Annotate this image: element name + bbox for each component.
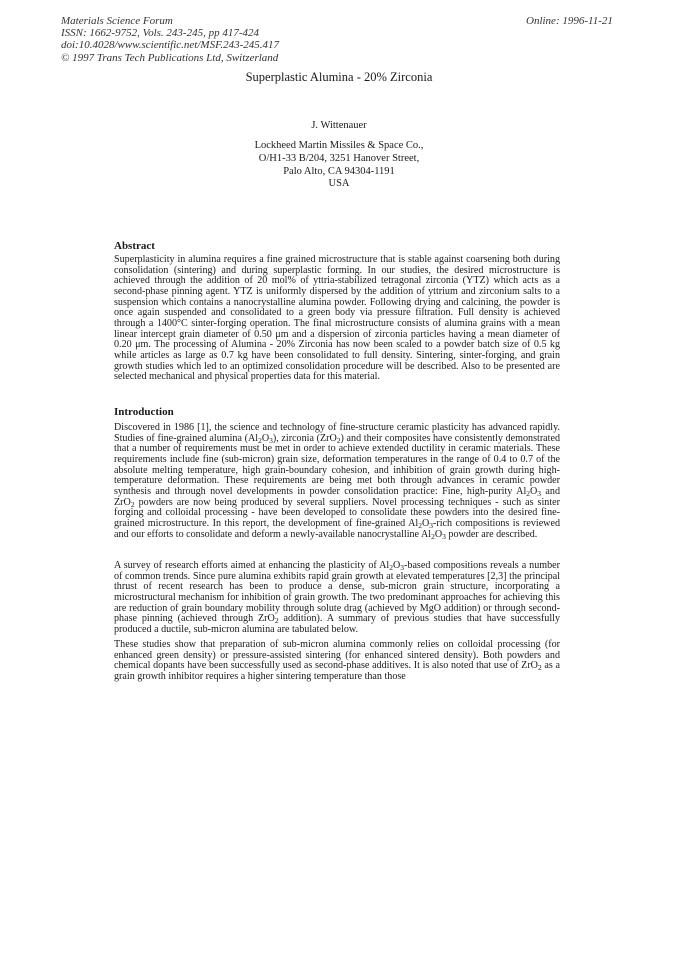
abstract-text: Superplasticity in alumina requires a fine grained microstructure that is stable against coarsening both during consolidation (sintering) and during superplastic forming. In our studies, the desired microstructure is achieved through the addition of 20 mol% of yttria-stabilized tetragonal zirconia (YTZ) which acts as a second-phase pinning agent. YTZ is uniformly dispersed by the addition of yttrium and zirconium salts to a suspension which contains a nanocrystalline alumina powder. Following drying and calcining, the powder is once again suspended and consolidated to a green body via pressure filtration. Full density is achieved through a 1400°C sinter-forging operation. The final microstructure consists of alumina grains with a mean linear intercept grain diameter of 0.50 μm and a dispersion of zirconia particles having a mean diameter of 0.20 μm. The processing of Alumina - 20% Zirconia has now been scaled to a powder batch size of 0.5 kg while articles as large as 0.7 kg have been consolidated to full density. Sintering, sinter-forging, and grain growth studies which led to an optimized consolidation procedure will be described. Also to be presented are selected mechanical and physical properties data for this material.: [114, 254, 560, 383]
author-affiliation: [0, 140, 678, 191]
abstract-heading: Abstract: [114, 240, 155, 252]
issn-line: ISSN: 1662-9752, Vols. 243-245, pp 417-424: [61, 27, 259, 40]
online-date: Online: 1996-11-21: [526, 15, 613, 27]
intro-paragraph-1: Discovered in 1986 [1], the science and technology of fine-structure ceramic plasticity has advanced rapidly. Studies of fine-grained alumina $(Al_2O_3)$, zirconia (ZrO$_2$) and their composites have consistently demonstrated that a number of requirements must be met in order to achieve extended ductility in ceramic materials. These requirements include fine (sub-micron) grain size, deformation temperatures in the range of 0.4 to 0.7 of the absolute melting temperature, high grain-boundary cohesion, and inhibition of grain growth during high-temperature deformation. These requirements are being met both through advances in ceramic powder synthesis and through novel developments in powder consolidation practice: Fine, high-purity $Al_2O_3$ and ZrO$_2$ powders are now being produced by several suppliers. Novel processing techniques - such as sinter forging and colloidal processing - have been developed to consolidate these powders into the desired fine-grained microstructure. In this report, the development of fine-grained $Al_2O_3$-rich compositions is reviewed and our efforts to consolidate and deform a newly-available nanocrystalline $Al_2O_3$ powder are described.: [114, 422, 560, 541]
affiliation-line: Palo Alto, CA 94304-1191: [283, 165, 395, 177]
affiliation-line: O/H1-33 B/204, 3251 Hanover Street,: [258, 152, 420, 164]
intro-paragraph-3: These studies show that preparation of sub-micron alumina commonly relies on colloidal processing (for enhanced green density) or pressure-assisted sintering (for enhanced sintered density). Both powders and chemical dopants have been successfully used as second-phase additives. It is also noted that use of ZrO$_2$ as a grain growth inhibitor requires a higher sintering temperature than those: [114, 639, 561, 682]
intro-paragraph-2: A survey of research efforts aimed at enhancing the plasticity of $Al_2O_3$-based compositions reveals a number of common trends. Since pure alumina exhibits rapid grain growth at elevated temperatures [2,3] the principal thrust of recent research has been to produce a dense, sub-micron grain structure, incorporating a microstructural mechanism for inhibition of grain growth. The two predominant approaches for achieving this are reduction of grain boundary mobility through solute drag (achieved by MgO addition) or through second-phase pinning (achieved through ZrO$_2$ addition). A summary of previous studies that have successfully produced a ductile, sub-micron alumina are tabulated below.: [114, 560, 560, 635]
doi-line: doi:10.4028/www.scientific.net/MSF.243-245.417: [61, 39, 280, 52]
journal-header: [61, 15, 279, 64]
paper-title: Superplastic Alumina - 20% Zirconia: [245, 70, 433, 84]
journal-name: Materials Science Forum: [61, 15, 173, 27]
copyright-line: © 1997 Trans Tech Publications Ltd, Switzerland: [61, 51, 279, 64]
affiliation-line: USA: [328, 178, 350, 190]
affiliation-line: Lockheed Martin Missiles & Space Co.,: [254, 140, 424, 151]
introduction-heading: Introduction: [114, 406, 174, 418]
paper-author: J. Wittenauer: [311, 120, 367, 131]
